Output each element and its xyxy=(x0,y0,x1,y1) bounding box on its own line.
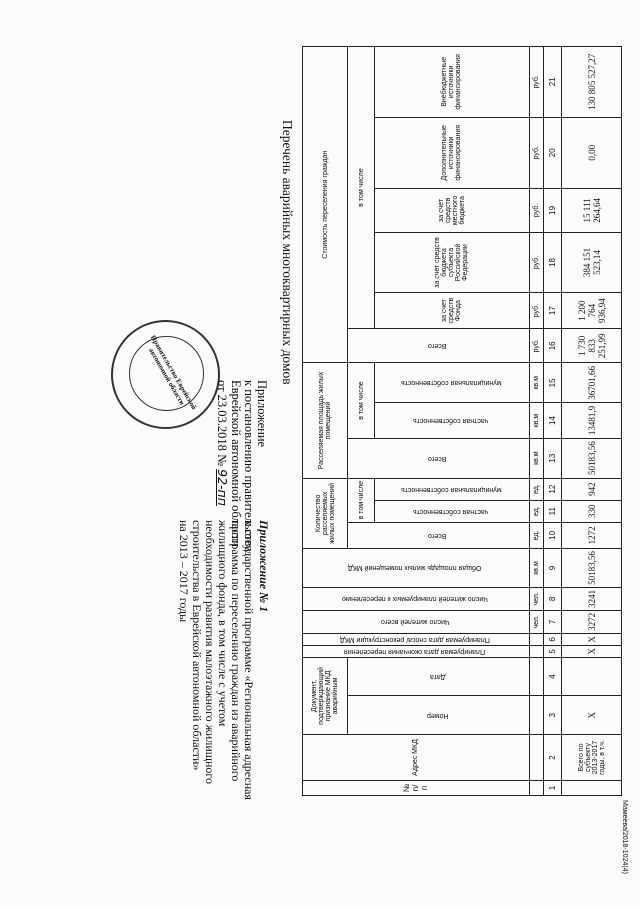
footer-code: Мамеева/2018-1024(4) xyxy=(621,800,628,874)
appendix-line: Еврейской автономной области xyxy=(229,380,243,547)
appendix-line: Приложение xyxy=(255,380,269,448)
col-number: 9 xyxy=(544,549,562,588)
unit-cell: чел. xyxy=(529,610,544,633)
total-row-num xyxy=(562,780,622,795)
annex-line: жилищного фонда, в том числе с учетом xyxy=(216,520,230,727)
col-number: 18 xyxy=(544,232,562,292)
cell-area-resettle-total: 50183,56 xyxy=(562,438,622,478)
cell-rooms-private: 330 xyxy=(562,500,622,522)
cell-area-total: 50183,56 xyxy=(562,549,622,588)
appendix-date: от 23.03.2018 xyxy=(215,380,229,451)
col-number: 10 xyxy=(544,522,562,548)
th-rooms-total: Всего xyxy=(428,531,447,539)
annex-block xyxy=(177,520,270,910)
col-number: 13 xyxy=(544,438,562,478)
col-number: 14 xyxy=(544,403,562,438)
th-area-resettle-total: Всего xyxy=(428,454,447,462)
th-doc-date: Дата xyxy=(429,673,446,681)
cell-cost-extra: 0,00 xyxy=(562,117,622,188)
cell-cost-total: 1 730 833 251,99 xyxy=(562,329,622,363)
stamp-text: Правительство Еврейской автономной области xyxy=(147,333,199,412)
col-number: 3 xyxy=(544,696,562,735)
cell-doc-number: X xyxy=(562,696,622,735)
unit-cell: ед. xyxy=(529,500,544,522)
unit-cell: руб. xyxy=(529,293,544,329)
annex-line: к государственной программе «Региональная адресная xyxy=(242,520,256,800)
total-row-label: Всего по субъекту 2013-2017 годы, в т.ч. xyxy=(562,735,622,781)
col-number: 16 xyxy=(544,329,562,363)
cell-cost-fund: 1 200 764 936,94 xyxy=(562,293,622,329)
unit-cell: кв.м xyxy=(529,438,544,478)
th-plan-demolish: Планируемая дата сноса/ реконструкции МКД xyxy=(339,635,490,643)
th-residents-plan: Число жителей планируемых к переселению xyxy=(341,595,488,603)
cell-residents-plan: 3241 xyxy=(562,587,622,610)
th-residents-total: Число жителей всего xyxy=(380,618,450,626)
col-number: 20 xyxy=(544,117,562,188)
col-number: 7 xyxy=(544,610,562,633)
unit-cell: чел. xyxy=(529,587,544,610)
unit-cell: руб. xyxy=(529,117,544,188)
unit-cell: кв.м xyxy=(529,549,544,588)
appendix-number: 92-пп xyxy=(215,469,230,506)
cell-cost-subject: 384 151 523,14 xyxy=(562,232,622,292)
col-number: 17 xyxy=(544,293,562,329)
th-num: № п/п xyxy=(303,780,530,795)
th-cost-fund: за счет средств Фонда xyxy=(375,293,530,329)
col-number: 8 xyxy=(544,587,562,610)
col-number: 11 xyxy=(544,500,562,522)
th-cost-local: за счет средств местного бюджета xyxy=(375,188,530,232)
col-number: 15 xyxy=(544,363,562,403)
annex-title: Приложение № 1 xyxy=(257,520,271,613)
th-area-incl: в том числе xyxy=(348,363,375,438)
col-number: 19 xyxy=(544,188,562,232)
cell-area-municipal: 36701,66 xyxy=(562,363,622,403)
annex-line: строительства в Еврейской автономной области» xyxy=(190,520,204,771)
buildings-table xyxy=(302,46,622,796)
appendix-line: к постановлению правительства xyxy=(242,380,256,552)
th-cost-incl: в том числе xyxy=(348,47,375,329)
cell-cost-local: 15 111 264,64 xyxy=(562,188,622,232)
unit-cell: кв.м xyxy=(529,363,544,403)
th-cost-total: Всего xyxy=(428,342,447,350)
cell-cost-extra-budget: 130 805 527,27 xyxy=(562,47,622,118)
cell-residents-total: 3272 xyxy=(562,610,622,633)
th-cost-subject: за счет средств бюджета субъекта Российской Федерации xyxy=(375,232,530,292)
cell-rooms-municipal: 942 xyxy=(562,478,622,500)
cell-plan-resettle: X xyxy=(562,645,622,657)
annex-line: программа по переселению граждан из аварийного xyxy=(229,520,243,782)
unit-cell: кв.м xyxy=(529,403,544,438)
th-plan-resettle: Планируемая дата окончания переселения xyxy=(344,647,486,655)
th-rooms-municipal: муниципальная собственность xyxy=(400,485,502,493)
th-area-total: Общая площадь жилых помещений МКД xyxy=(348,564,482,572)
annex-line: на 2013 – 2017 годы xyxy=(177,520,191,623)
unit-cell: ед. xyxy=(529,522,544,548)
col-number: 21 xyxy=(544,47,562,118)
cell-plan-demolish: X xyxy=(562,633,622,645)
th-area-municipal: муниципальная собственность xyxy=(400,379,502,387)
th-cost: Стоимость переселения граждан xyxy=(303,47,348,363)
th-rooms: Количество расселяемых жилых помещений xyxy=(303,478,348,548)
unit-cell: руб. xyxy=(529,188,544,232)
th-area-private: частная собственность xyxy=(413,417,489,425)
col-numbers-row xyxy=(544,47,562,796)
th-cost-extra: Дополнительные источники финансирования xyxy=(375,117,530,188)
units-row xyxy=(529,47,544,796)
col-number: 6 xyxy=(544,633,562,645)
unit-cell: руб. xyxy=(529,329,544,363)
official-stamp xyxy=(111,320,220,429)
col-number: 4 xyxy=(544,657,562,696)
appendix-number-prefix: № xyxy=(215,454,229,466)
th-area-resettle: Расселяемая площадь жилых помещений xyxy=(303,363,348,478)
cell-area-private: 13481,9 xyxy=(562,403,622,438)
col-number: 12 xyxy=(544,478,562,500)
th-address: Адрес МКД xyxy=(303,735,530,781)
cell-doc-date xyxy=(562,657,622,696)
list-title: Перечень аварийных многоквартирных домов xyxy=(280,120,295,385)
th-rooms-private: частная собственность xyxy=(413,507,489,515)
unit-cell: руб. xyxy=(529,232,544,292)
th-doc: Документ, подтверждающий признание МКД аварийным xyxy=(303,657,348,734)
col-number: 1 xyxy=(544,780,562,795)
total-row xyxy=(562,47,622,796)
th-cost-extra-budget: Внебюджетные источники финансирования xyxy=(375,47,530,118)
unit-cell: ед. xyxy=(529,478,544,500)
unit-cell: руб. xyxy=(529,47,544,118)
th-rooms-incl: в том числе xyxy=(348,478,375,522)
annex-line: необходимости развития малоэтажного жилищного xyxy=(203,520,217,785)
col-number: 5 xyxy=(544,645,562,657)
col-number: 2 xyxy=(544,735,562,781)
cell-rooms-total: 1272 xyxy=(562,522,622,548)
th-doc-number: Номер xyxy=(426,711,449,719)
